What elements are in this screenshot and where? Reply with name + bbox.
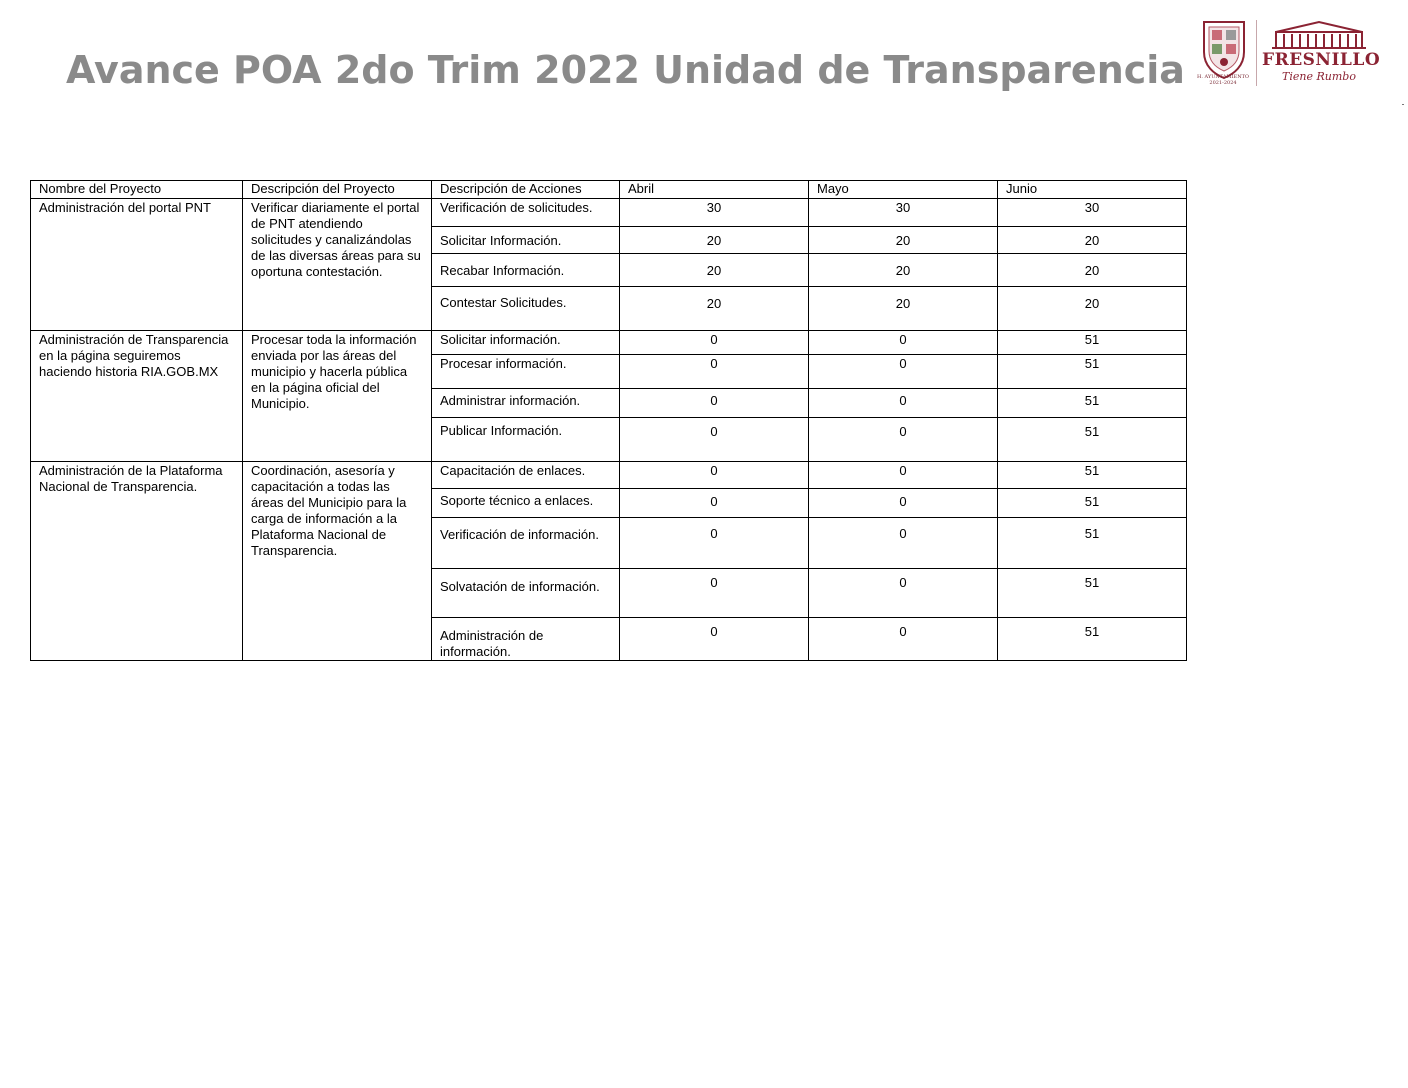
fresnillo-logo [1196,14,1381,92]
action-cell: Administrar información. [432,389,620,418]
action-cell: Solvatación de información. [432,569,620,618]
value-abril: 0 [620,569,809,618]
value-abril: 30 [620,199,809,227]
value-mayo: 0 [809,618,998,661]
value-mayo: 0 [809,331,998,355]
project-name: Administración de Transparencia en la página seguiremos haciendo historia RIA.GOB.MX [31,331,243,462]
municipal-seal-icon [1200,18,1248,80]
building-icon [1266,18,1372,50]
value-abril: 0 [620,618,809,661]
page-title: Avance POA 2do Trim 2022 Unidad de Transparencia [66,48,1185,92]
value-abril: 0 [620,462,809,489]
logo-tagline: Tiene Rumbo [1282,70,1356,83]
value-junio: 51 [998,569,1187,618]
logo-divider [1256,20,1257,86]
project-name: Administración de la Plataforma Nacional de Transparencia. [31,462,243,661]
value-abril: 0 [620,489,809,518]
value-mayo: 0 [809,355,998,389]
value-junio: 51 [998,489,1187,518]
header-junio: Junio [998,181,1187,199]
value-junio: 30 [998,199,1187,227]
table-row [31,462,1187,489]
value-junio: 51 [998,331,1187,355]
poa-table [30,180,1187,661]
action-cell: Contestar Solicitudes. [432,287,620,331]
value-junio: 51 [998,418,1187,462]
page-mark [1402,104,1404,105]
value-abril: 0 [620,331,809,355]
value-junio: 51 [998,355,1187,389]
project-description: Verificar diariamente el portal de PNT atendiendo solicitudes y canalizándolas de las diversas áreas para su oportuna contestación. [243,199,432,331]
action-cell: Capacitación de enlaces. [432,462,620,489]
project-description: Procesar toda la información enviada por las áreas del municipio y hacerla pública en la página oficial del Municipio. [243,331,432,462]
value-junio: 20 [998,287,1187,331]
action-cell: Solicitar información. [432,331,620,355]
value-mayo: 20 [809,227,998,254]
project-name: Administración del portal PNT [31,199,243,331]
value-abril: 20 [620,287,809,331]
value-abril: 0 [620,355,809,389]
value-junio: 20 [998,254,1187,287]
action-cell: Administración de información. [432,618,620,661]
value-abril: 20 [620,254,809,287]
logo-name: FRESNILLO [1262,50,1381,70]
header-descripcion: Descripción del Proyecto [243,181,432,199]
value-abril: 20 [620,227,809,254]
value-mayo: 30 [809,199,998,227]
seal-caption: H. AYUNTAMIENTO 2021-2024 [1196,74,1250,86]
project-description: Coordinación, asesoría y capacitación a todas las áreas del Municipio para la carga de información a la Plataforma Nacional de Transparencia. [243,462,432,661]
value-mayo: 0 [809,518,998,569]
value-mayo: 0 [809,418,998,462]
action-cell: Verificación de solicitudes. [432,199,620,227]
action-cell: Soporte técnico a enlaces. [432,489,620,518]
header-abril: Abril [620,181,809,199]
value-abril: 0 [620,418,809,462]
value-mayo: 0 [809,569,998,618]
value-junio: 51 [998,462,1187,489]
value-junio: 51 [998,618,1187,661]
value-abril: 0 [620,518,809,569]
action-cell: Verificación de información. [432,518,620,569]
header-nombre: Nombre del Proyecto [31,181,243,199]
value-junio: 51 [998,389,1187,418]
action-cell: Recabar Información. [432,254,620,287]
value-mayo: 20 [809,287,998,331]
action-cell: Publicar Información. [432,418,620,462]
header-mayo: Mayo [809,181,998,199]
header-acciones: Descripción de Acciones [432,181,620,199]
value-abril: 0 [620,389,809,418]
action-cell: Solicitar Información. [432,227,620,254]
value-mayo: 0 [809,489,998,518]
table-row [31,199,1187,227]
value-mayo: 0 [809,389,998,418]
action-cell: Procesar información. [432,355,620,389]
value-junio: 20 [998,227,1187,254]
table-header-row [31,181,1187,199]
value-mayo: 20 [809,254,998,287]
table-row [31,331,1187,355]
value-junio: 51 [998,518,1187,569]
value-mayo: 0 [809,462,998,489]
